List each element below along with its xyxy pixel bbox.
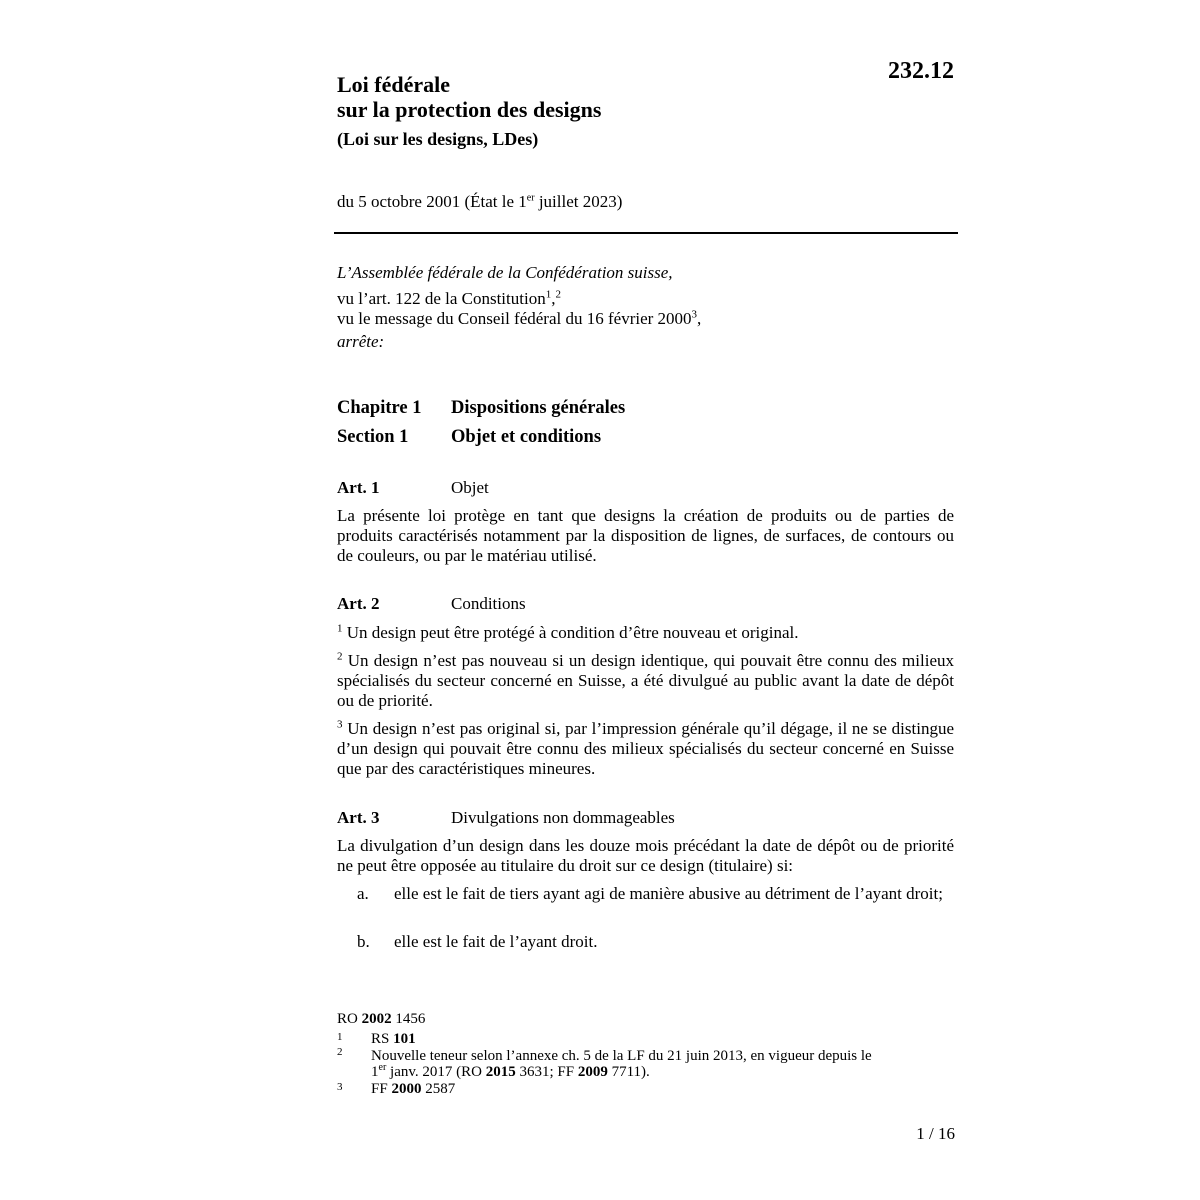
article-number: Art. 1	[337, 478, 380, 497]
footnote-bold: 101	[393, 1031, 416, 1047]
article-title: Conditions	[451, 594, 526, 613]
list-item-text: elle est le fait de l’ayant droit.	[394, 932, 598, 951]
date-superscript: er	[526, 192, 535, 204]
footnote-ref-2[interactable]: 2	[555, 288, 561, 301]
footnote-2-line-2	[371, 1062, 931, 1080]
list-item-letter: a.	[357, 884, 369, 903]
paragraph-number: 3	[337, 718, 343, 731]
preamble-assembly: L’Assemblée fédérale de la Confédération suisse,	[337, 263, 673, 282]
footnote-bold: 2000	[391, 1081, 422, 1097]
footnote-superscript: er	[378, 1062, 387, 1073]
chapter-title: Dispositions générales	[451, 398, 626, 418]
footnote-bold: 2009	[577, 1064, 608, 1080]
paragraph-text: Un design peut être protégé à condition d’être nouveau et original.	[342, 623, 799, 642]
date-text-end: juillet 2023)	[534, 192, 623, 211]
footnote-1-text	[371, 1032, 416, 1046]
list-item-letter: b.	[357, 932, 370, 951]
paragraph-number: 2	[337, 650, 343, 663]
chapter-heading	[337, 398, 957, 422]
section-label: Section 1	[337, 427, 409, 447]
footnote-2-line-1: Nouvelle teneur selon l’annexe ch. 5 de la LF du 21 juin 2013, en vigueur depuis le	[371, 1048, 872, 1064]
preamble-message-text: vu le message du Conseil fédéral du 16 février 2000	[337, 309, 692, 328]
paragraph-number: 1	[337, 622, 343, 635]
preamble-constitution-line	[337, 289, 957, 309]
footnote-3-text	[371, 1082, 455, 1096]
separator: ,	[551, 289, 556, 308]
paragraph-text: Un design n’est pas original si, par l’impression générale qu’il dégage, il ne se distingue d’un design qui pouvait être connu des milieux spécialisés du secteur concerné en Suisse que par des caractéristiques mineures.	[337, 719, 954, 778]
date-text: du 5 octobre 2001 (État le 1	[337, 192, 527, 211]
article-number: Art. 2	[337, 594, 380, 613]
ro-prefix: RO	[337, 1011, 362, 1027]
footnote-3-mark: 3	[337, 1081, 343, 1093]
preamble	[337, 263, 957, 352]
preamble-decree: arrête:	[337, 332, 385, 351]
title-line-2: sur la protection des designs	[337, 97, 602, 122]
ro-year: 2002	[361, 1011, 392, 1027]
section-title: Objet et conditions	[451, 427, 602, 447]
footnote-text: 1	[371, 1064, 379, 1080]
page-number: 1 / 16	[916, 1124, 955, 1143]
article-2-heading	[337, 594, 957, 616]
footnote-text: RS	[371, 1031, 394, 1047]
footnote-bold: 2015	[485, 1064, 516, 1080]
footnote-ref-3[interactable]: 3	[691, 308, 698, 321]
article-1-heading	[337, 478, 957, 500]
article-3-heading	[337, 808, 957, 830]
footnote-ref-1[interactable]: 1	[545, 288, 552, 301]
sr-number: 232.12	[888, 58, 954, 84]
article-1-text: La présente loi protège en tant que designs la création de produits ou de parties de produits caractérisés notamment par la disposition de lignes, de surfaces, de contours ou de couleurs, ou par le matériau utilisé.	[337, 506, 954, 565]
preamble-message-line	[337, 309, 957, 329]
footnote-text: 7711).	[607, 1064, 650, 1080]
header-divider	[334, 232, 958, 234]
footnote-2-text	[371, 1049, 931, 1079]
chapter-label: Chapitre 1	[337, 398, 422, 418]
title-line-1: Loi fédérale	[337, 72, 451, 97]
article-2-paragraph-1	[337, 623, 954, 643]
document-subtitle: (Loi sur les designs, LDes)	[337, 129, 539, 149]
article-number: Art. 3	[337, 808, 380, 827]
article-title: Objet	[451, 478, 489, 497]
article-2-paragraph-2	[337, 651, 954, 711]
preamble-constitution-text: vu l’art. 122 de la Constitution	[337, 289, 546, 308]
article-3-text: La divulgation d’un design dans les douze mois précédant la date de dépôt ou de priorité ne peut être opposée au titulaire du droit sur ce design (titulaire) si:	[337, 836, 954, 875]
footnote-1-mark: 1	[337, 1031, 343, 1043]
section-heading	[337, 427, 957, 451]
ro-reference	[337, 1011, 425, 1028]
footnote-text: 2587	[421, 1081, 456, 1097]
ro-page: 1456	[391, 1011, 426, 1027]
document-date	[337, 192, 622, 212]
footnote-text: 3631; FF	[515, 1064, 578, 1080]
footnote-2-mark: 2	[337, 1046, 343, 1058]
paragraph-text: Un design n’est pas nouveau si un design identique, qui pouvait être connu des milieux spécialisés du secteur concerné en Suisse, a été divulgué au public avant la date de dépôt ou de priorité.	[337, 651, 954, 710]
article-2-paragraph-3	[337, 719, 954, 779]
footnote-text: janv. 2017 (RO	[386, 1064, 486, 1080]
footnote-text: FF	[371, 1081, 392, 1097]
separator: ,	[697, 309, 702, 328]
article-title: Divulgations non dommageables	[451, 808, 675, 827]
document-title	[337, 72, 601, 122]
list-item-text: elle est le fait de tiers ayant agi de manière abusive au détriment de l’ayant droit;	[394, 884, 943, 903]
